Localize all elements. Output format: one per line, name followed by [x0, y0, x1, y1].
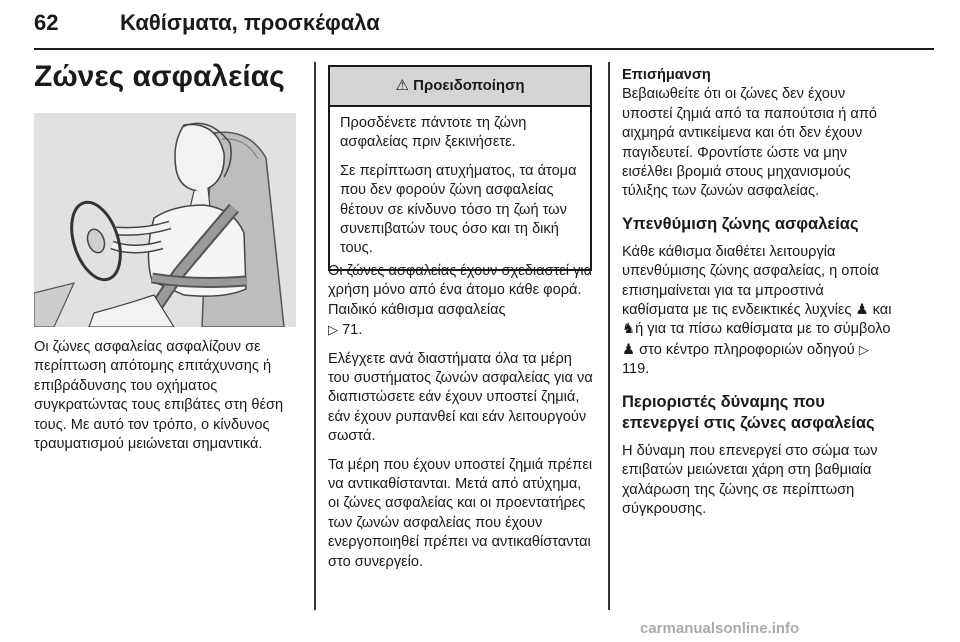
seatbelt-warning-passenger-icon: ♞ [622, 321, 636, 338]
reminder-text: Κάθε κάθισμα διαθέτει λειτουργία υπενθύμισης ζώνης ασφαλείας, η οποία επισημαίνεται για τα μπροστινά καθίσματα με τις ενδεικτικές λυχνίες [622, 243, 879, 319]
seatbelt-warning-icon: ♟ [855, 302, 869, 319]
page-header [34, 8, 934, 48]
column-divider [314, 62, 316, 610]
reminder-text: ή για τα πίσω καθίσματα με το σύμβολο [635, 321, 891, 338]
page-number: 62 [34, 10, 59, 35]
warning-triangle-icon: ⚠ [395, 77, 409, 94]
warning-paragraph: Προσδένετε πάντοτε τη ζώνη ασφαλείας πριν ξεκινήσετε. [340, 115, 527, 151]
subheading-reminder: Υπενθύμιση ζώνης ασφαλείας [622, 214, 859, 233]
paragraph [328, 262, 596, 341]
paragraph: Τα μέρη που έχουν υποστεί ζημιά πρέπει να αντικαθίστανται. Μετά από ατύχημα, οι ζώνες ασφαλείας και οι προεντατήρες των ζωνών ασφαλείας που έχουν ενεργοποιηθεί πρέπει να αντικαθίστανται στο συνεργείο. [328, 456, 593, 570]
note-text: Βεβαιωθείτε ότι οι ζώνες δεν έχουν υποστεί ζημιά από τα παπούτσια ή από αιχμηρά αντικείμενα και ότι δεν έχουν παγιδευτεί. Φροντίστε ώστε να μην εισέλθει βρομιά στους μηχανισμούς τύλιξης των ζωνών ασφαλείας. [622, 86, 878, 200]
paragraph-text: Οι ζώνες ασφαλείας έχουν σχεδιαστεί για χρήση μόνο από ένα άτομο κάθε φορά. Παιδικό κάθισμα ασφαλείας [328, 263, 593, 318]
seatbelt-illustration [34, 113, 296, 327]
subheading-limiter: Περιοριστές δύναμης που επενεργεί στις ζώνες ασφαλείας [622, 392, 875, 432]
intro-paragraph: Οι ζώνες ασφαλείας ασφαλίζουν σε περίπτωση απότομης επιτάχυνσης ή επιβράδυνσης του οχήματος συγκρατώντας τους επιβάτες στη θέση τους. Με αυτό τον τρόπο, ο κίνδυνος τραυματισμού μειώνεται σημαντικά. [34, 339, 284, 453]
seatbelt-drawing [34, 113, 296, 327]
column-right [622, 66, 892, 528]
reminder-paragraph [622, 243, 892, 380]
seatbelt-symbol-icon: ♟ [622, 341, 636, 358]
header-rule [34, 48, 934, 50]
column-divider [608, 62, 610, 610]
warning-box [328, 65, 592, 271]
warning-body [330, 107, 590, 259]
reminder-text: στο κέντρο πληροφοριών οδηγού [639, 341, 855, 358]
page-ref-link[interactable]: 119. [622, 361, 650, 378]
page-heading: Ζώνες ασφαλείας [34, 60, 285, 93]
note-title: Επισήμανση [622, 67, 711, 83]
watermark: carmanualsonline.info [640, 620, 800, 637]
page-ref-link[interactable]: 71. [342, 322, 363, 339]
section-title: Καθίσματα, προσκέφαλα [120, 10, 380, 35]
page-ref-arrow-icon: ▷ [328, 322, 338, 338]
warning-paragraph: Σε περίπτωση ατυχήματος, τα άτομα που δεν φορούν ζώνη ασφαλείας θέτουν σε κίνδυνο τόσο τη ζωή των συνεπιβατών τους όσο και τη δική τους. [340, 162, 577, 257]
column-middle [328, 262, 596, 581]
paragraph: Ελέγχετε ανά διαστήματα όλα τα μέρη του συστήματος ζωνών ασφαλείας για να διαπιστώσετε εάν έχουν υποστεί ζημιά, εάν έχουν ρυπανθεί και εάν λειτουργούν σωστά. [328, 350, 593, 445]
warning-header [330, 67, 590, 107]
column-left [34, 338, 300, 463]
warning-title: Προειδοποίηση [413, 77, 525, 94]
reminder-text: και [872, 302, 892, 319]
page-ref-arrow-icon: ▷ [858, 341, 869, 357]
limiter-paragraph: Η δύναμη που επενεργεί στο σώμα των επιβατών μειώνεται χάρη στη βαθμιαία χαλάρωση της ζώνης σε περίπτωση σύγκρουσης. [622, 442, 878, 517]
